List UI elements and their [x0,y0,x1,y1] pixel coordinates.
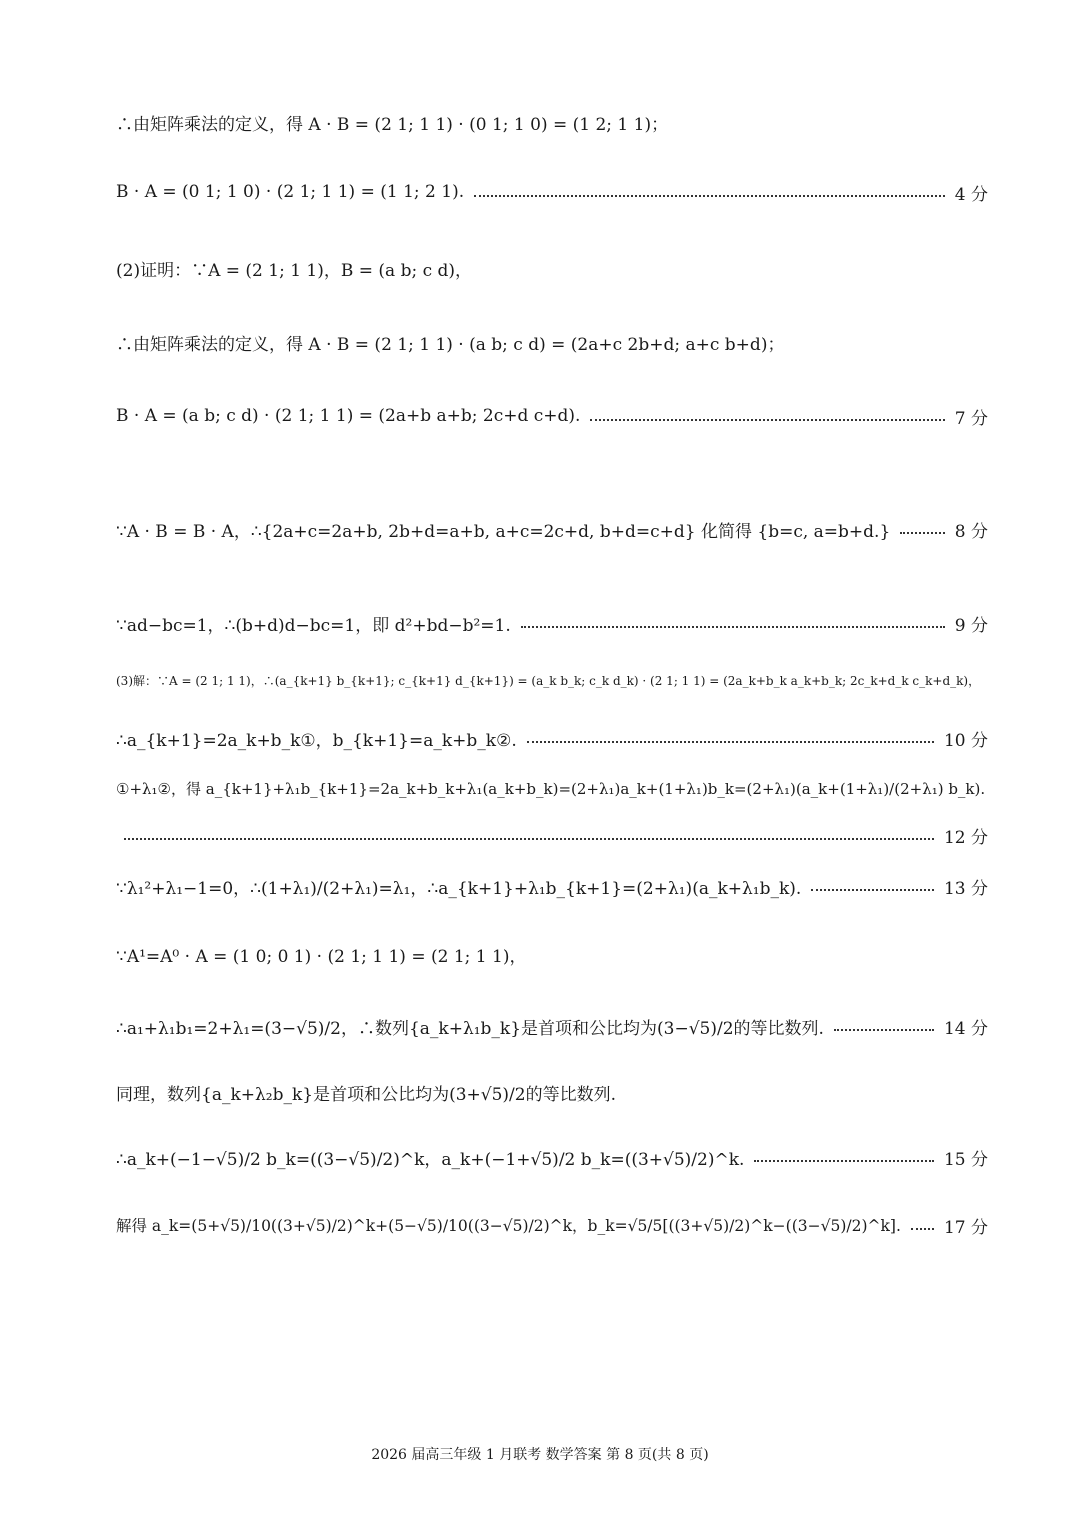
math-expression: ∵A¹=A⁰ · A = (1 0; 0 1) · (2 1; 1 1) = (2 1; 1 1)， [116,946,527,967]
math-expression: ∴a_{k+1}=2a_k+b_k①，b_{k+1}=a_k+b_k②. [116,730,517,751]
dot-leader [834,1029,934,1031]
dot-leader [521,626,945,628]
solution-line-12 [116,862,988,910]
solution-line-14 [116,1002,988,1050]
solution-line-9 [116,724,988,752]
solution-line-15 [116,1068,988,1116]
score-label: 10 分 [943,730,988,751]
dot-leader [124,838,934,840]
dot-leader [911,1228,934,1230]
math-expression: (2)证明：∵A = (2 1; 1 1)，B = (a b; c d)， [116,260,473,281]
math-expression: B · A = (0 1; 1 0) · (2 1; 1 1) = (1 1; 2 1). [116,182,465,202]
math-expression: ①+λ₁②，得 a_{k+1}+λ₁b_{k+1}=2a_k+b_k+λ₁(a_k+b_k)=(2+λ₁)a_k+(1+λ₁)b_k=(2+λ₁)(a_k+(1+λ₁)/(2+λ₁) b_k). [116,779,986,798]
math-expression: B · A = (a b; c d) · (2 1; 1 1) = (2a+b a+b; 2c+d c+d). [116,406,581,426]
page-footer: 2026 届高三年级 1 月联考 数学答案 第 8 页(共 8 页) [371,1447,709,1463]
math-expression: (3)解：∵A = (2 1; 1 1)，∴(a_{k+1} b_{k+1}; c_{k+1} d_{k+1}) = (a_k b_k; c_k d_k) · (2 1; 1 1) = (2a_k+b_k a_k+b_k; 2c_k+d_k c_k+d_k)， [116,673,981,688]
solution-line-5 [116,386,988,446]
score-label: 14 分 [943,1018,988,1039]
score-label: 17 分 [943,1217,988,1238]
math-expression: ∴a_k+(−1−√5)/2 b_k=((3−√5)/2)^k，a_k+(−1+√5)/2 b_k=((3+√5)/2)^k. [116,1149,745,1170]
score-label: 8 分 [954,521,988,542]
math-expression: ∵λ₁²+λ₁−1=0，∴(1+λ₁)/(2+λ₁)=λ₁，∴a_{k+1}+λ₁b_{k+1}=(2+λ₁)(a_k+λ₁b_k). [116,878,802,899]
solution-line-13 [116,924,988,984]
score-label: 9 分 [954,615,988,636]
score-label: 4 分 [954,184,988,205]
solution-line-7 [116,608,988,638]
math-expression: ∴由矩阵乘法的定义，得 A · B = (2 1; 1 1) · (a b; c d) = (2a+c 2b+d; a+c b+d)； [116,334,785,355]
score-label: 7 分 [954,408,988,429]
math-expression: ∴a₁+λ₁b₁=2+λ₁=(3−√5)/2，∴数列{a_k+λ₁b_k}是首项和公比均为(3−√5)/2的等比数列. [116,1018,824,1039]
score-label: 12 分 [943,827,988,848]
math-expression: ∴由矩阵乘法的定义，得 A · B = (2 1; 1 1) · (0 1; 1 0) = (1 2; 1 1)； [116,114,669,135]
math-expression: ∵ad−bc=1，∴(b+d)d−bc=1，即 d²+bd−b²=1. [116,615,511,636]
solution-line-2 [116,162,988,222]
math-expression: 同理，数列{a_k+λ₂b_k}是首项和公比均为(3+√5)/2的等比数列. [116,1084,617,1105]
solution-line-3 [116,238,988,298]
solution-line-16 [116,1130,988,1184]
score-label: 13 分 [943,878,988,899]
solution-line-11 [124,822,988,848]
solution-line-17 [116,1198,988,1252]
dot-leader [900,532,945,534]
solution-line-4 [116,312,988,372]
solution-line-1 [116,92,988,152]
dot-leader [811,889,934,891]
dot-leader [474,195,945,197]
dot-leader [590,419,944,421]
solution-line-10 [116,766,988,810]
score-label: 15 分 [943,1149,988,1170]
dot-leader [754,1160,934,1162]
solution-line-8 [116,650,988,710]
math-expression: 解得 a_k=(5+√5)/10((3+√5)/2)^k+(5−√5)/10((3−√5)/2)^k，b_k=√5/5[((3+√5)/2)^k−((3−√5)/2)^k]. [116,1217,901,1235]
solution-line-6 [116,456,988,602]
math-expression: ∵A · B = B · A，∴{2a+c=2a+b, 2b+d=a+b, a+c=2c+d, b+d=c+d} 化简得 {b=c, a=b+d.} [116,521,891,542]
dot-leader [527,741,934,743]
